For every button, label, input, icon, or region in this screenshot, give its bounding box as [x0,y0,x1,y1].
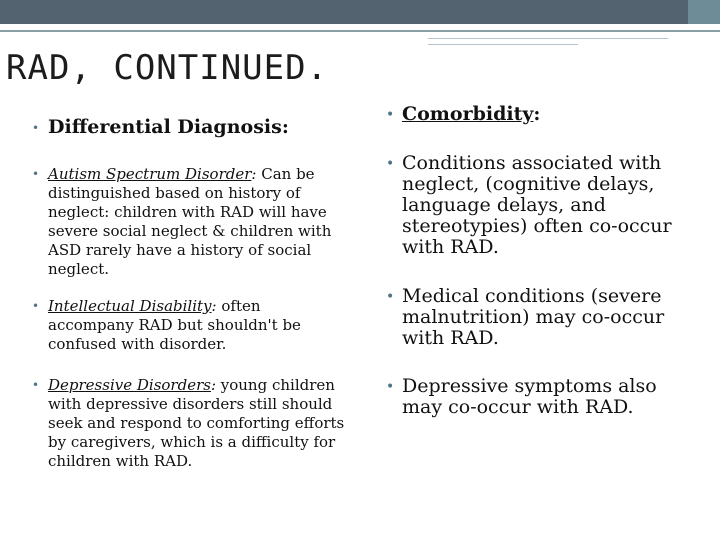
top-banner-accent [688,0,720,24]
header-rule-short-2 [428,44,578,45]
bullet-icon: • [32,121,40,135]
term-depressive-disorders: Depressive Disorders [48,376,211,394]
list-item: • Autism Spectrum Disorder: Can be distinguished based on history of neglect: children with RAD will have severe social neglect & children with ASD rarely have a history of social neglect. [32,165,332,278]
item-text: Conditions associated with neglect, (cognitive delays, language delays, and stereotypies) often co-occur with RAD. [402,152,672,258]
bullet-icon: • [32,299,40,313]
list-item: • Intellectual Disability: often accompany RAD but shouldn't be confused with disorder. [32,297,301,353]
bullet-icon: • [386,107,395,123]
bullet-icon: • [32,167,40,181]
list-item: • Depressive Disorders: young children with depressive disorders still should seek and respond to comforting efforts by caregivers, which is a difficulty for children with RAD. [32,376,345,470]
term-asd: Autism Spectrum Disorder [48,165,252,183]
list-item [386,152,692,258]
term-intellectual-disability: Intellectual Disability [48,297,212,315]
bullet-icon: • [386,156,395,172]
item-text: Depressive symptoms also may co-occur with RAD. [402,375,657,418]
header-rule-short [428,38,668,39]
slide-title: RAD, CONTINUED. [6,48,329,88]
item-text: often accompany RAD but shouldn't be confused with disorder. [48,297,301,353]
item-text: Medical conditions (severe malnutrition) may co-occur with RAD. [402,285,665,349]
bullet-icon: • [32,378,40,392]
right-heading: • Comorbidity: [386,103,541,125]
left-heading [32,116,338,138]
top-banner [0,0,720,24]
list-item [386,285,692,349]
header-rule [0,30,720,32]
left-heading-text: Differential Diagnosis: [48,116,289,138]
bullet-icon: • [386,289,395,305]
item-text: Can be distinguished based on history of neglect: children with RAD will have severe social neglect & children with ASD rarely have a history of social neglect. [48,165,332,278]
right-heading-text: Comorbidity [402,103,534,125]
list-item [386,375,692,418]
top-banner-dark [0,0,688,24]
item-text: young children with depressive disorders still should seek and respond to comforting efforts by caregivers, which is a difficulty for children with RAD. [48,376,345,470]
bullet-icon: • [386,379,395,395]
